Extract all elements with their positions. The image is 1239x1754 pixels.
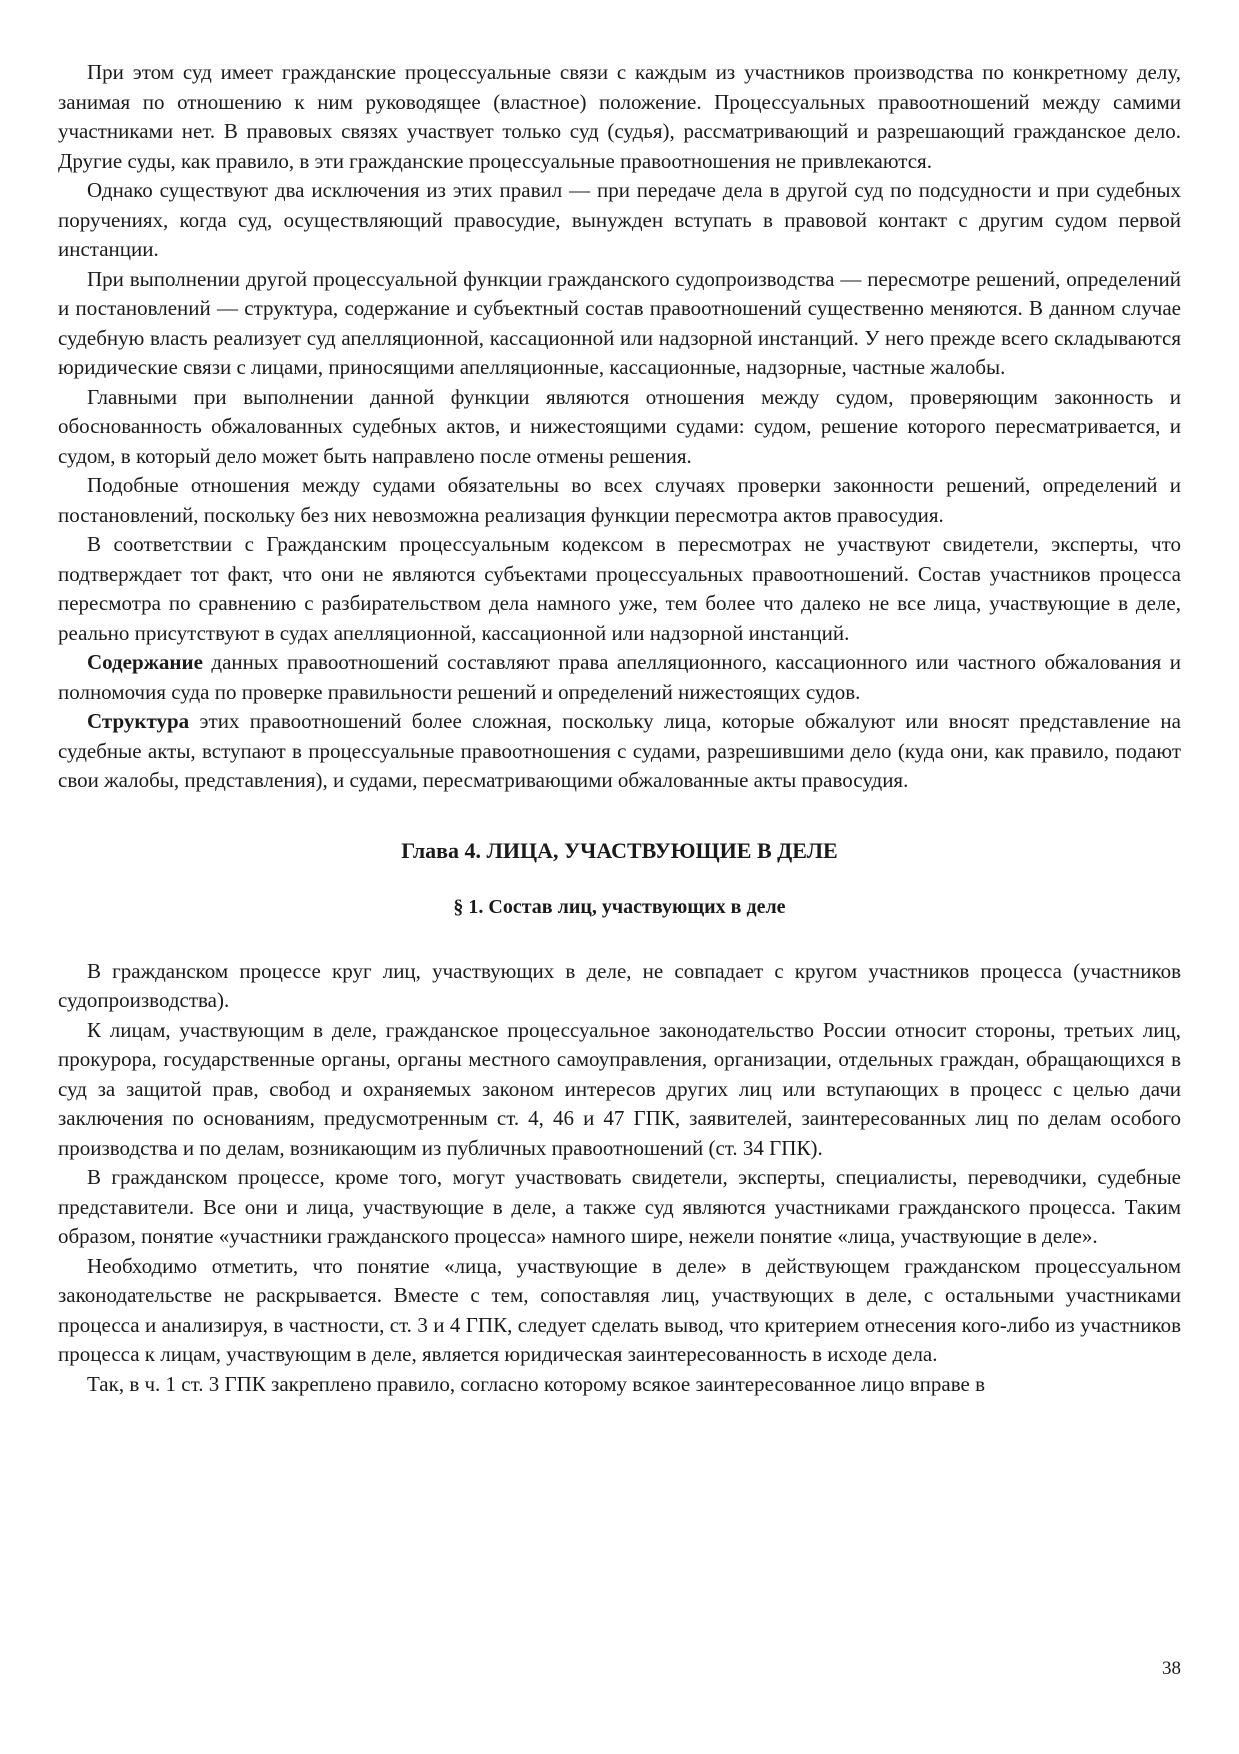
paragraph (58, 471, 1181, 530)
paragraph-text: Необходимо отметить, что понятие «лица, участвующие в деле» в действующем гражданском процессуальном законодательстве не раскрывается. Вместе с тем, сопоставляя лиц, участвующих в деле, с остальными участниками процесса и анализируя, в частности, ст. 3 и 4 ГПК, следует сделать вывод, что критерием отнесения кого-либо из участников процесса к лицам, участвующим в деле, является юридическая заинтересованность в исходе дела. (58, 1253, 1181, 1366)
paragraph (58, 176, 1181, 265)
paragraph (58, 648, 1181, 707)
paragraph (58, 1252, 1181, 1370)
paragraph-text: Подобные отношения между судами обязательны во всех случаях проверки законности решений, определений и постановлений, поскольку без них невозможна реализация функции пересмотра актов правосудия. (58, 473, 1181, 527)
bold-term: Содержание (87, 650, 203, 674)
paragraph (58, 58, 1181, 176)
text-block-bottom (58, 957, 1181, 1400)
paragraph (58, 957, 1181, 1016)
paragraph-text: Так, в ч. 1 ст. 3 ГПК закреплено правило, согласно которому всякое заинтересованное лицо вправе в (87, 1371, 985, 1396)
paragraph-text: Главными при выполнении данной функции являются отношения между судом, проверяющим законность и обоснованность обжалованных судебных актов, и нижестоящими судами: судом, решение которого пересматривается, и судом, в который дело может быть направлено после отмены решения. (58, 384, 1181, 468)
paragraph-text: Однако существуют два исключения из этих правил — при передаче дела в другой суд по подсудности и при судебных поручениях, когда суд, осуществляющий правосудие, вынужден вступать в правовой контакт с другим судом первой инстанции. (58, 178, 1181, 261)
paragraph-text: этих правоотношений более сложная, поскольку лица, которые обжалуют или вносят представление на судебные акты, вступают в процессуальные правоотношения с судами, разрешившими дело (куда они, как правило, подают свои жалобы, представления), и судами, пересматривающими обжалованные акты правосудия. (58, 709, 1181, 792)
paragraph-text: В гражданском процессе круг лиц, участвующих в деле, не совпадает с кругом участников процесса (участников судопроизводства). (58, 958, 1181, 1012)
paragraph (58, 530, 1181, 648)
text-block-top (58, 58, 1181, 796)
paragraph-text: данных правоотношений составляют права апелляционного, кассационного или частного обжалования и полномочия суда по проверке правильности решений и определений нижестоящих судов. (58, 650, 1181, 704)
paragraph (58, 265, 1181, 383)
paragraph (58, 1163, 1181, 1252)
chapter-title: Глава 4. ЛИЦА, УЧАСТВУЮЩИЕ В ДЕЛЕ (401, 837, 838, 863)
paragraph-text: В гражданском процессе, кроме того, могут участвовать свидетели, эксперты, специалисты, переводчики, судебные представители. Все они и лица, участвующие в деле, а также суд являются участниками гражданского процесса. Таким образом, понятие «участники гражданского процесса» намного шире, нежели понятие «лица, участвующие в деле». (58, 1165, 1181, 1248)
paragraph (58, 383, 1181, 472)
paragraph-text: При выполнении другой процессуальной функции гражданского судопроизводства — пересмотре решений, определений и постановлений — структура, содержание и субъектный состав правоотношений существенно меняются. В данном случае судебную власть реализует суд апелляционной, кассационной или надзорной инстанций. У него прежде всего складываются юридические связи с лицами, приносящими апелляционные, кассационные, надзорные, частные жалобы. (58, 266, 1181, 379)
paragraph (58, 1016, 1181, 1164)
bold-term: Структура (87, 709, 190, 733)
paragraph-text: В соответствии с Гражданским процессуальным кодексом в пересмотрах не участвуют свидетели, эксперты, что подтверждает тот факт, что они не являются субъектами процессуальных правоотношений. Состав участников процесса пересмотра по сравнению с разбирательством дела намного уже, тем более что далеко не все лица, участвующие в деле, реально присутствуют в судах апелляционной, кассационной или надзорной инстанций. (58, 532, 1181, 645)
section-title: § 1. Состав лиц, участвующих в деле (453, 895, 786, 918)
paragraph-text: При этом суд имеет гражданские процессуальные связи с каждым из участников производства по конкретному делу, занимая по отношению к ним руководящее (властное) положение. Процессуальных правоотношений между самими участниками нет. В правовых связях участвует только суд (судья), рассматривающий и разрешающий гражданское дело. Другие суды, как правило, в эти гражданские процессуальные правоотношения не привлекаются. (58, 60, 1181, 173)
paragraph (58, 707, 1181, 796)
paragraph (58, 1370, 1181, 1400)
page-number: 38 (1162, 1658, 1181, 1679)
paragraph-text: К лицам, участвующим в деле, гражданское процессуальное законодательство России относит стороны, третьих лиц, прокурора, государственные органы, органы местного самоуправления, организации, отдельных граждан, обращающихся в суд за защитой прав, свобод и охраняемых законом интересов других лиц или вступающих в процесс с целью дачи заключения по основаниям, предусмотренным ст. 4, 46 и 47 ГПК, заявителей, заинтересованных лиц по делам особого производства и по делам, возникающим из публичных правоотношений (ст. 34 ГПК). (58, 1017, 1181, 1160)
